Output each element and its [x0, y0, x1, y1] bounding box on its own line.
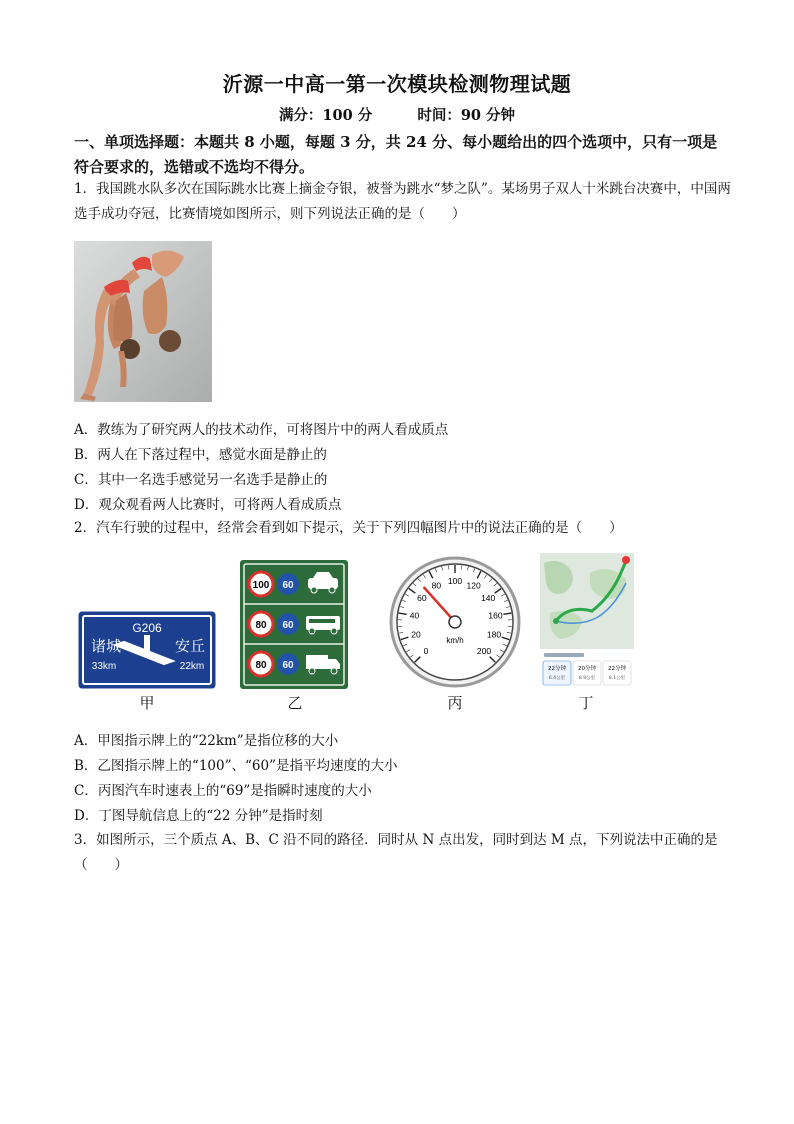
speed-tick-label: 40	[409, 610, 420, 621]
direction-sign	[78, 611, 216, 689]
route-chip-1	[543, 661, 571, 685]
speed-tick-label: 180	[486, 629, 502, 640]
route-chip-3	[603, 661, 631, 685]
caption-jia: 甲	[139, 694, 155, 712]
caption-yi: 乙	[287, 694, 303, 712]
q1-option-a: A．教练为了研究两人的技术动作，可将图片中的两人看成质点	[74, 422, 449, 438]
question-2-stem: 2．汽车行驶的过程中，经常会看到如下提示，关于下列四幅图片中的说法正确的是（ ）	[74, 520, 623, 536]
right-city: 安丘	[174, 637, 206, 655]
exam-time: 时间：90 分钟	[417, 107, 516, 124]
route-2-time: 20分钟	[578, 666, 596, 672]
caption-bing: 丙	[447, 694, 463, 712]
left-distance: 33km	[91, 661, 117, 672]
speed-tick-label: 140	[481, 592, 496, 603]
route-1-distance: 6.4公里	[548, 676, 566, 681]
caption-ding: 丁	[578, 694, 594, 712]
question-3-stem: 3．如图所示，三个质点 A、B、C 沿不同的路径．同时从 N 点出发，同时到达 M 点，下列说法中正确的是（ ）	[74, 832, 718, 873]
min-speed-car: 60	[282, 580, 294, 591]
destination-pin-icon	[622, 556, 630, 564]
exam-title: 沂源一中高一第一次模块检测物理试题	[222, 72, 572, 96]
min-speed-truck: 60	[282, 660, 294, 671]
route-3-distance: 8.1公里	[608, 676, 626, 681]
diving-photo	[74, 241, 212, 402]
q1-option-c: C．其中一名选手感觉另一名选手是静止的	[74, 472, 328, 488]
speed-tick-label: 160	[488, 610, 503, 621]
q2-option-a: A．甲图指示牌上的“22km”是指位移的大小	[74, 733, 339, 749]
speed-tick-label: 60	[417, 592, 427, 603]
speed-tick-label: 0	[423, 645, 429, 656]
max-speed-bus: 80	[255, 620, 267, 631]
q2-option-d: D．丁图导航信息上的“22 分钟”是指时刻	[74, 808, 323, 824]
route-2-distance: 8.9公里	[578, 676, 596, 681]
q1-option-d: D．观众观看两人比赛时，可将两人看成质点	[74, 497, 342, 513]
route-number: G206	[132, 621, 162, 635]
full-marks: 满分：100 分	[278, 107, 373, 124]
q2-option-c: C．丙图汽车时速表上的“69”是指瞬时速度的大小	[74, 783, 372, 799]
right-distance: 22km	[179, 661, 205, 672]
navigation-screenshot	[540, 553, 634, 689]
route-1-time: 22分钟	[548, 666, 566, 672]
speed-tick-label: 200	[476, 645, 492, 656]
speed-tick-label: 120	[466, 580, 481, 591]
q1-option-b: B．两人在下落过程中，感觉水面是静止的	[74, 447, 327, 463]
exam-meta	[0, 104, 794, 125]
speed-tick-label: 100	[447, 576, 463, 586]
speedometer	[388, 555, 522, 689]
route-chip-2	[573, 661, 601, 685]
speed-tick-label: 20	[411, 629, 421, 640]
max-speed-car: 100	[252, 580, 270, 591]
min-speed-bus: 60	[282, 620, 294, 631]
speed-tick-label: 80	[431, 580, 442, 591]
start-point-icon	[553, 618, 559, 624]
needle-hub	[449, 616, 461, 628]
speed-unit: km/h	[446, 636, 464, 645]
section-heading: 一、单项选择题：本题共 8 小题，每题 3 分，共 24 分、每小题给出的四个选项中，只有一项是符合要求的，选错或不选均不得分。	[74, 133, 718, 176]
question-1-stem: 1．我国跳水队多次在国际跳水比赛上摘金夺银，被誉为跳水“梦之队”。某场男子双人十米跳台决赛中，中国两选手成功夺冠，比赛情境如图所示，则下列说法正确的是（ ）	[74, 181, 731, 222]
max-speed-truck: 80	[255, 660, 267, 671]
q2-option-b: B．乙图指示牌上的“100”、“60”是指平均速度的大小	[74, 758, 398, 774]
speed-limit-sign	[240, 560, 348, 689]
route-3-time: 22分钟	[608, 666, 626, 672]
left-city: 诸城	[90, 637, 122, 655]
